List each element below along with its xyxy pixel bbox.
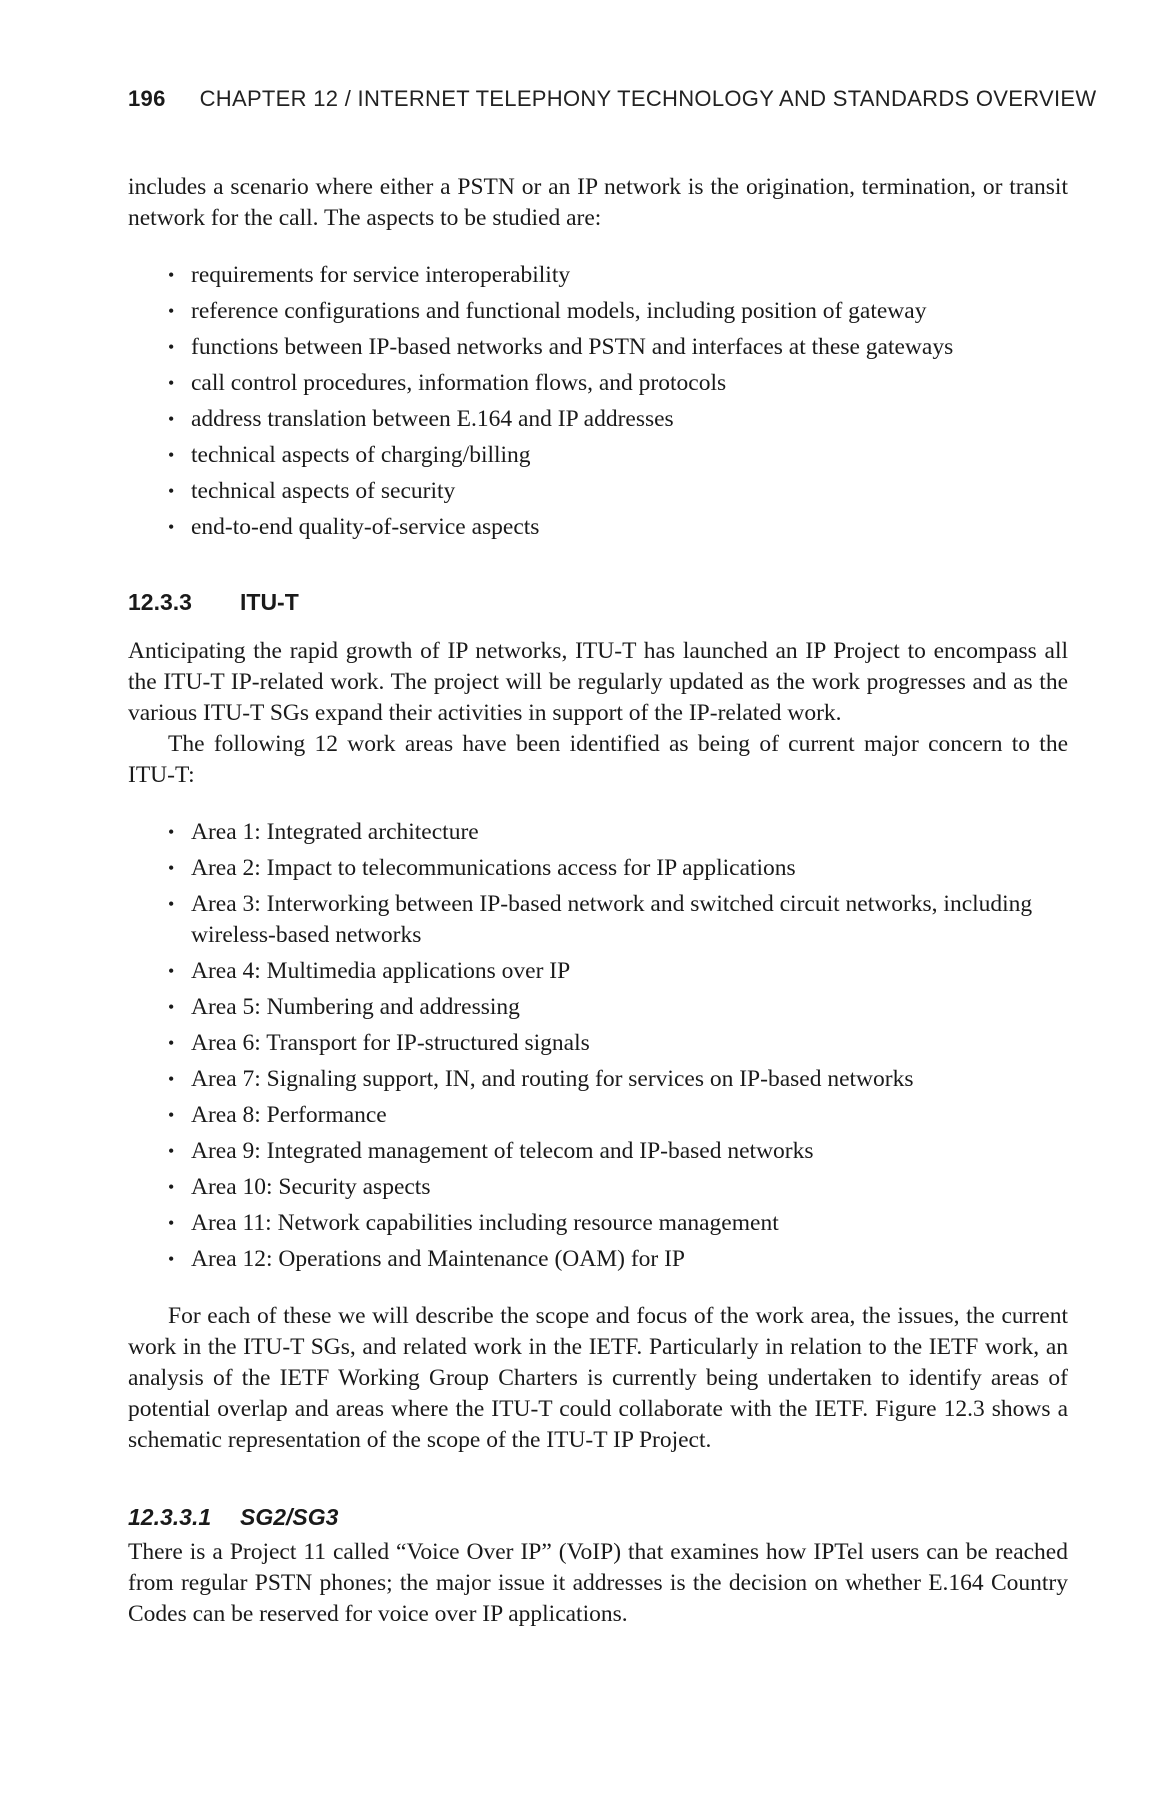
subsection-title: SG2/SG3 [240,1504,339,1530]
itu-paragraph-3: For each of these we will describe the scope and focus of the work area, the issues, the current work in the ITU-T SGs, and related work in the IETF. Particularly in relation to the IETF work, an analysis of the IETF Working Group Charters is currently being undertaken to identify areas of potential overlap and areas where the ITU-T could collaborate with the IETF. Figure 12.3 shows a schematic representation of the scope of the ITU-T IP Project. [128,1303,1068,1453]
list-item: • Area 12: Operations and Maintenance (OAM) for IP [168,1244,1068,1275]
list-item: • Area 7: Signaling support, IN, and routing for services on IP-based networks [168,1064,1068,1095]
sg-paragraph: There is a Project 11 called “Voice Over IP” (VoIP) that examines how IPTel users can be reached from regular PSTN phones; the major issue it addresses is the decision on whether E.164 Country Codes can be reserved for voice over IP applications. [128,1539,1068,1627]
running-header [128,86,1097,112]
list-item: • functions between IP-based networks and PSTN and interfaces at these gateways [168,332,1068,363]
list-item: • end-to-end quality-of-service aspects [168,512,1068,543]
list-item: • Area 3: Interworking between IP-based network and switched circuit networks, including wireless-based networks [168,889,1068,951]
itu-paragraph-2: The following 12 work areas have been identified as being of current major concern to the ITU-T: [128,731,1068,788]
list-item: • technical aspects of security [168,476,1068,507]
list-item: • Area 9: Integrated management of telecom and IP-based networks [168,1136,1068,1167]
list-item: • Area 1: Integrated architecture [168,817,1068,848]
page-body [128,172,1068,1630]
list-item: • call control procedures, information flows, and protocols [168,368,1068,399]
list-item: • Area 8: Performance [168,1100,1068,1131]
intro-paragraph: includes a scenario where either a PSTN or an IP network is the origination, termination, or transit network for the call. The aspects to be studied are: [128,174,1068,231]
section-number: 12.3.3 [128,589,192,615]
list-item: • Area 4: Multimedia applications over IP [168,956,1068,987]
subsection-heading [128,1502,1068,1533]
aspects-list [128,260,1068,543]
chapter-title: CHAPTER 12 / INTERNET TELEPHONY TECHNOLOGY AND STANDARDS OVERVIEW [199,86,1097,111]
list-item: • address translation between E.164 and IP addresses [168,404,1068,435]
itu-paragraph-1: Anticipating the rapid growth of IP networks, ITU-T has launched an IP Project to encompass all the ITU-T IP-related work. The project will be regularly updated as the work progresses and as the various ITU-T SGs expand their activities in support of the IP-related work. [128,638,1068,726]
list-item: • requirements for service interoperability [168,260,1068,291]
page-number: 196 [128,86,166,111]
subsection-number: 12.3.3.1 [128,1504,212,1530]
work-areas-list [128,817,1068,1275]
list-item: • Area 10: Security aspects [168,1172,1068,1203]
list-item: • Area 11: Network capabilities including resource management [168,1208,1068,1239]
list-item: • technical aspects of charging/billing [168,440,1068,471]
list-item: • Area 2: Impact to telecommunications access for IP applications [168,853,1068,884]
section-heading [128,587,1068,618]
list-item: • reference configurations and functional models, including position of gateway [168,296,1068,327]
section-title: ITU-T [240,589,299,615]
list-item: • Area 5: Numbering and addressing [168,992,1068,1023]
list-item: • Area 6: Transport for IP-structured signals [168,1028,1068,1059]
